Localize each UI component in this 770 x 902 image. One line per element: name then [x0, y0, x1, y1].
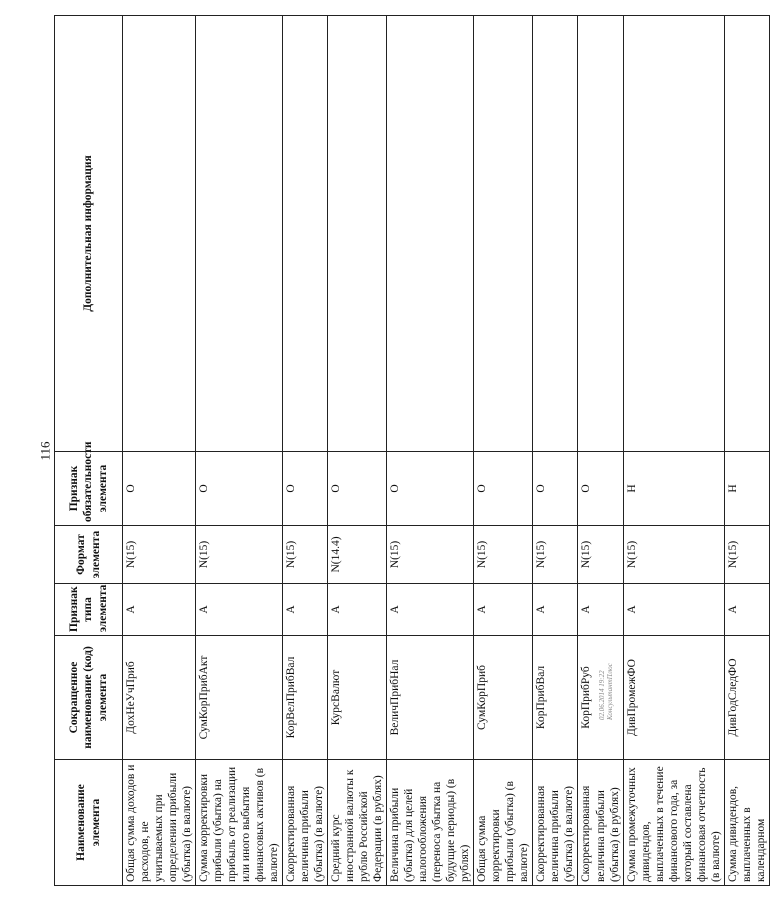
header-name: Наименование элемента — [55, 760, 123, 886]
cell-required: О — [123, 452, 196, 526]
cell-type: А — [578, 584, 623, 636]
cell-format: N(15) — [533, 526, 578, 584]
table-row — [578, 16, 623, 886]
cell-type: А — [474, 584, 533, 636]
table-row — [196, 16, 283, 886]
stamp-line: КонсультантПлюс — [606, 663, 615, 720]
cell-name: Скорректированная величина прибыли (убытка) (в рублях) — [578, 760, 623, 886]
cell-code: ВеличПрибНал — [387, 636, 474, 760]
cell-code: КорПрибВал — [533, 636, 578, 760]
table-row — [283, 16, 328, 886]
cell-type: А — [123, 584, 196, 636]
cell-type: А — [724, 584, 769, 636]
stamp-line: 02.06.2014 19:22 — [598, 670, 606, 720]
cell-code: КорВелПрибВал — [283, 636, 328, 760]
header-format: Формат элемента — [55, 526, 123, 584]
cell-code: СумКорПриб — [474, 636, 533, 760]
cell-info — [578, 16, 623, 452]
header-info: Дополнительная информация — [55, 16, 123, 452]
cell-required: Н — [724, 452, 769, 526]
cell-type: А — [387, 584, 474, 636]
cell-info — [724, 16, 769, 452]
cell-info — [123, 16, 196, 452]
table-row — [533, 16, 578, 886]
header-required: Признак обязательности элемента — [55, 452, 123, 526]
header-type: Признак типа элемента — [55, 584, 123, 636]
table-row — [328, 16, 387, 886]
table-row — [623, 16, 724, 886]
cell-type: А — [328, 584, 387, 636]
cell-required: О — [533, 452, 578, 526]
cell-required: О — [474, 452, 533, 526]
cell-code: КорПрибРуб — [578, 636, 623, 760]
cell-required: О — [283, 452, 328, 526]
page-number: 116 — [37, 441, 53, 461]
cell-name: Общая сумма доходов и расходов, не учитываемых при определении прибыли (убытка) (в валюте) — [123, 760, 196, 886]
cell-format: N(15) — [623, 526, 724, 584]
cell-code: ДивПромежФО — [623, 636, 724, 760]
cell-name: Общая сумма корректировки прибыли (убытка) (в валюте) — [474, 760, 533, 886]
cell-required: О — [328, 452, 387, 526]
cell-info — [623, 16, 724, 452]
cell-code: ДохНеУчПриб — [123, 636, 196, 760]
cell-format: N(15) — [474, 526, 533, 584]
cell-type: А — [533, 584, 578, 636]
elements-table — [54, 15, 770, 886]
cell-type: А — [283, 584, 328, 636]
cell-format: N(15) — [387, 526, 474, 584]
cell-type: А — [623, 584, 724, 636]
cell-name: Скорректированная величина прибыли (убытка) (в валюте) — [533, 760, 578, 886]
cell-info — [196, 16, 283, 452]
cell-name: Величина прибыли (убытка) для целей налогообложения (переноса убытка на будущие периоды) (в рублях) — [387, 760, 474, 886]
cell-format: N(15) — [196, 526, 283, 584]
header-code: Сокращенное наименование (код) элемента — [55, 636, 123, 760]
cell-name: Сумма промежуточных дивидендов, выплаченных в течение финансового года, за который составлена финансовая отчетность (в валюте) — [623, 760, 724, 886]
cell-required: О — [578, 452, 623, 526]
table-row — [387, 16, 474, 886]
table-row — [474, 16, 533, 886]
cell-format: N(15) — [724, 526, 769, 584]
cell-name: Сумма корректировки прибыли (убытка) на прибыль от реализации или иного выбытия финансовых активов (в валюте) — [196, 760, 283, 886]
cell-info — [387, 16, 474, 452]
cell-info — [283, 16, 328, 452]
cell-name: Скорректированная величина прибыли (убытка) (в валюте) — [283, 760, 328, 886]
table-header-row — [55, 16, 123, 886]
cell-name: Средний курс иностранной валюты к рублю Российской Федерации (в рублях) — [328, 760, 387, 886]
cell-required: О — [196, 452, 283, 526]
cell-format: N(15) — [283, 526, 328, 584]
cell-info — [533, 16, 578, 452]
cell-info — [328, 16, 387, 452]
cell-format: N(14.4) — [328, 526, 387, 584]
cell-required: О — [387, 452, 474, 526]
cell-format: N(15) — [578, 526, 623, 584]
table-row — [724, 16, 769, 886]
cell-info — [474, 16, 533, 452]
cell-type: А — [196, 584, 283, 636]
cell-code: СумКорПрибАкт — [196, 636, 283, 760]
cell-code: ДивГодСледФО — [724, 636, 769, 760]
cell-required: Н — [623, 452, 724, 526]
cell-code: КурсВалют — [328, 636, 387, 760]
cell-format: N(15) — [123, 526, 196, 584]
document-stamp — [598, 663, 615, 720]
cell-name: Сумма дивидендов, выплаченных в календарном — [724, 760, 769, 886]
table-row — [123, 16, 196, 886]
